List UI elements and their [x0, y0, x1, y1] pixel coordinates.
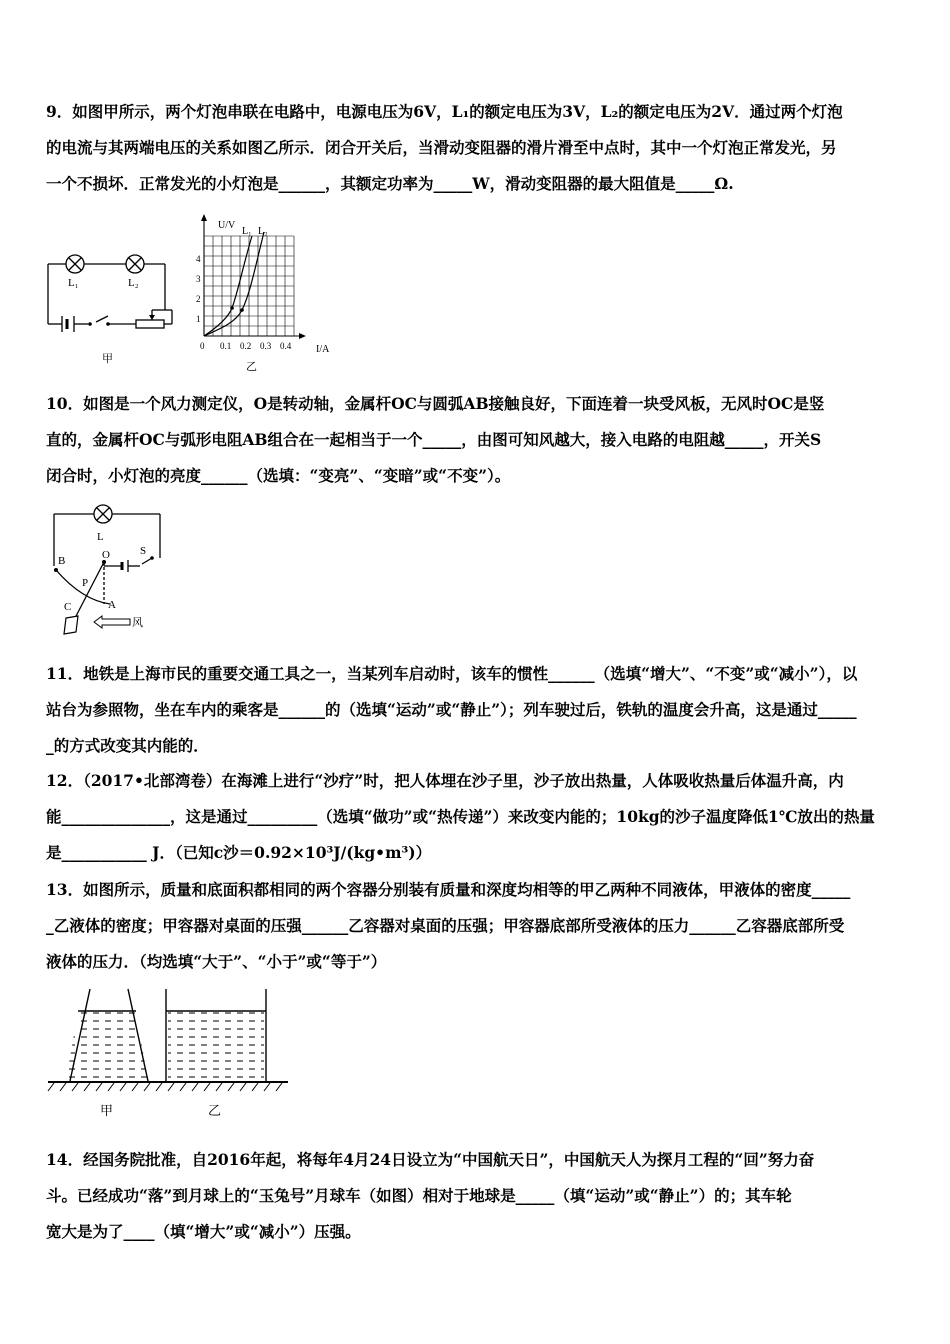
figure-9-jia-caption: 甲: [102, 353, 113, 365]
question-9-line-3: 一个不损坏．正常发光的小灯泡是______，其额定功率为_____W，滑动变阻器的最大阻值是_____Ω.: [46, 174, 734, 193]
pivot-o-label: O: [102, 549, 110, 561]
question-11-line-3: _的方式改变其内能的．: [46, 736, 209, 755]
figure-9-yi-caption: 乙: [246, 361, 257, 373]
graph-curve-label-l1: L₁: [242, 226, 252, 237]
graph-xtick-2: 0.2: [240, 341, 252, 351]
question-12-line-2: 能______________，这是通过_________（选填“做功”或“热传递”）来改变内能的；10kg的沙子温度降低1℃放出的热量: [46, 807, 875, 826]
question-14: [46, 1142, 908, 1250]
lamp-l-icon: [94, 505, 112, 523]
question-14-line-3: 宽大是为了____（填“增大”或“减小”）压强。: [46, 1222, 361, 1241]
question-11-line-1: 11．地铁是上海市民的重要交通工具之一，当某列车启动时，该车的惯性______（选填“增大”、“不变”或“减小”），以: [46, 664, 858, 683]
question-13: [46, 872, 908, 980]
question-13-line-3: 液体的压力．（均选填“大于”、“小于”或“等于”）: [46, 952, 387, 971]
figure-13-containers: [44, 985, 294, 1125]
question-11-line-2: 站台为参照物，坐在车内的乘客是______的（选填“运动”或“静止”）；列车驶过后，铁轨的温度会升高，这是通过_____: [46, 700, 857, 719]
wind-arrow-icon: [94, 616, 130, 628]
question-10-line-1: 10．如图是一个风力测定仪，O是转动轴，金属杆OC与圆弧AB接触良好，下面连着一块受风板，无风时OC是竖: [46, 394, 825, 413]
wind-board-icon: [64, 616, 78, 634]
question-9: [46, 94, 908, 202]
question-14-line-1: 14．经国务院批准，自2016年起，将每年4月24日设立为“中国航天日”，中国航天人为探月工程的“回”努力奋: [46, 1150, 815, 1169]
graph-xtick-1: 0.1: [220, 341, 232, 351]
question-10-line-3: 闭合时，小灯泡的亮度______（选填：“变亮”、“变暗”或“不变”）。: [46, 466, 511, 485]
battery-icon: [62, 316, 74, 332]
question-13-line-1: 13．如图所示，质量和底面积都相同的两个容器分别装有质量和深度均相等的甲乙两种不同液体，甲液体的密度_____: [46, 880, 851, 899]
question-14-line-2: 斗。已经成功“落”到月球上的“玉兔号”月球车（如图）相对于地球是_____（填“运动”或“静止”）的；其车轮: [46, 1186, 792, 1205]
point-p-label: P: [82, 577, 89, 589]
switch-s-label: S: [140, 545, 147, 557]
graph-ytick-3: 3: [196, 274, 201, 284]
point-a-label: A: [108, 599, 116, 611]
graph-ylabel: U/V: [218, 220, 236, 231]
container-yi: [168, 1011, 264, 1081]
container-yi-caption: 乙: [208, 1103, 222, 1118]
battery-icon: [122, 560, 128, 572]
lamp-l2-label: L₂: [128, 277, 139, 289]
graph-xtick-0: 0: [200, 341, 205, 351]
question-12-line-1: 12．（2017•北部湾卷）在海滩上进行“沙疗”时，把人体埋在沙子里，沙子放出热量，人体吸收热量后体温升高，内: [46, 771, 844, 790]
question-11: [46, 656, 908, 764]
lamp-l2-icon: [126, 255, 144, 273]
point-c-label: C: [64, 601, 72, 613]
figure-10-wind-meter: [44, 500, 168, 640]
figure-9-graph: [190, 210, 350, 375]
figure-9-circuit: [40, 250, 180, 370]
graph-curve-label-l2: L₂: [258, 226, 268, 237]
graph-ytick-2: 2: [196, 294, 201, 304]
container-jia-caption: 甲: [100, 1103, 114, 1118]
lamp-l1-icon: [66, 255, 84, 273]
graph-ytick-4: 4: [196, 254, 201, 264]
question-12: [46, 763, 908, 871]
question-10-line-2: 直的，金属杆OC与弧形电阻AB组合在一起相当于一个_____，由图可知风越大，接入电路的电阻越_____，开关S: [46, 430, 822, 449]
lamp-l-label: L: [97, 531, 104, 543]
graph-xlabel: I/A: [316, 344, 330, 355]
point-b-label: B: [58, 555, 66, 567]
question-10: [46, 386, 908, 494]
question-9-line-1: 9．如图甲所示，两个灯泡串联在电路中，电源电压为6V，L₁的额定电压为3V，L₂的额定电压为2V．通过两个灯泡: [46, 102, 843, 121]
question-13-line-2: _乙液体的密度；甲容器对桌面的压强______乙容器对桌面的压强；甲容器底部所受液体的压力______乙容器底部所受: [46, 916, 845, 935]
question-12-line-3: 是___________ J．（已知c沙＝0.92×10³J/(kg•m³)）: [46, 843, 432, 862]
graph-xtick-4: 0.4: [280, 341, 292, 351]
lamp-l1-label: L₁: [68, 277, 79, 289]
question-9-line-2: 的电流与其两端电压的关系如图乙所示．闭合开关后，当滑动变阻器的滑片滑至中点时，其中一个灯泡正常发光，另: [46, 138, 837, 157]
rheostat-icon: [136, 320, 164, 328]
graph-xtick-3: 0.3: [260, 341, 272, 351]
switch-icon: [88, 322, 110, 326]
wind-label: 风: [132, 617, 143, 629]
graph-ytick-1: 1: [196, 314, 201, 324]
